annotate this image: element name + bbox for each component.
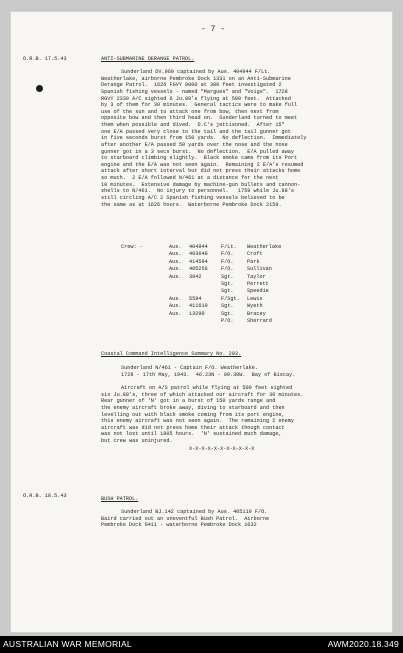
- crew-rank: Sgt.: [221, 288, 234, 295]
- text-line: the enemy aircraft broke away, diving to starboard and then: [101, 404, 285, 411]
- text-line: so much. 2 E/A followed N/461 at a distance for the next: [101, 175, 279, 181]
- summary-paragraph: [101, 385, 303, 445]
- page-number: - 7 -: [201, 25, 226, 34]
- crew-rank: F/O.: [221, 258, 234, 265]
- crew-name: Wyeth: [247, 303, 263, 310]
- crew-service: Aus.: [169, 295, 182, 302]
- section-heading: ANTI-SUBMARINE DERANGE PATROL.: [101, 56, 195, 62]
- text-line: the same as at 1626 hours. Waterborne Pembroke Dock 2159.: [101, 201, 282, 208]
- section-date: O.R.B. 18.5.43: [23, 493, 67, 499]
- text-line: Sunderland DV.960 captained by Aus. 404944 F/Lt.: [121, 69, 271, 75]
- crew-name: Lewis: [247, 295, 263, 302]
- text-line: gunner got in a 3 secs burst. No deflection. E/A pulled away: [101, 148, 295, 155]
- text-line: aircraft was did not press home their attack though contact: [101, 424, 285, 431]
- text-line: them when possible and dived. D.C's jettisoned. After 15": [101, 122, 285, 128]
- crew-name: Croft: [247, 251, 263, 258]
- crew-rank: F/Lt.: [221, 244, 237, 250]
- text-line: Sunderland BJ.142 captained by Aus. 405119 F/O.: [121, 509, 268, 515]
- text-line: one E/A passed very close to the tail and the tail gunner got: [101, 128, 291, 135]
- crew-rank: F/Sgt.: [221, 295, 240, 302]
- text-line: in five seconds burst from 150 yards. No deflection. Immediately: [101, 135, 307, 142]
- crew-number: 411619: [189, 303, 208, 310]
- text-line: levelling out with black smoke coming from its port engine,: [101, 411, 285, 418]
- text-line: RGVY 2330 A/C sighted 6 Ju.88's flying at 500 feet. Attacked: [101, 95, 291, 102]
- section-heading: Coastal Command Intelligence Summary No. 203.: [101, 351, 242, 357]
- crew-name: Sullivan: [247, 266, 272, 273]
- crew-service: Aus.: [169, 303, 182, 310]
- crew-name: Weatherlake: [247, 244, 282, 250]
- footer-bar: [0, 636, 403, 653]
- crew-label: Crew: -: [121, 244, 143, 250]
- text-line: 10 minutes. Extensive damage by machine-gun bullets and cannon-: [101, 181, 301, 188]
- text-line: but crew was uninjured.: [101, 438, 173, 444]
- crew-name: Perrett: [247, 281, 269, 287]
- footer-credit: AUSTRALIAN WAR MEMORIAL: [3, 639, 132, 649]
- crew-number: 403648: [189, 251, 208, 258]
- text-line: Derange Patrol. 1626 FGVY 0000 at 300 feet investigated 2: [101, 82, 282, 89]
- crew-number: 5594: [189, 295, 202, 302]
- crew-service: Aus.: [169, 251, 182, 258]
- crew-rank: F/O.: [221, 266, 234, 273]
- crew-service: Aus.: [169, 310, 182, 317]
- crew-rank: Sgt.: [221, 303, 234, 310]
- text-line: was not lost until 1805 hours. 'N' sustained much damage,: [101, 431, 282, 438]
- text-line: this enemy aircraft was not seen again. The remaining 2 enemy: [101, 418, 295, 425]
- footer-accession-number: AWM2020.18.349: [327, 639, 399, 649]
- crew-number: 405256: [189, 266, 208, 273]
- text-line: shells to N/461. No injury to personnel. 1759 while Ju.88's: [101, 188, 295, 195]
- crew-number: 414594: [189, 258, 208, 265]
- crew-rank: Sgt.: [221, 273, 234, 280]
- text-line: Rear gunner of 'N' got in a burst of 150 yards range and: [101, 398, 276, 405]
- crew-service: Aus.: [169, 244, 182, 250]
- report-paragraph: [101, 69, 306, 208]
- crew-name: Speedie: [247, 288, 269, 295]
- text-line: six Ju.88's, three of which attacked our aircraft for 30 minutes.: [101, 391, 304, 398]
- section-date: O.R.B. 17.5.43: [23, 56, 67, 62]
- crew-service: Aus.: [169, 258, 182, 265]
- text-line: attack after short interval but did not press their attacks home: [101, 168, 301, 175]
- crew-service: Aus.: [169, 273, 182, 280]
- summary-intro-line: Sunderland N/461 - Captain F/O. Weatherlake.: [121, 365, 258, 371]
- crew-rank: F/O.: [221, 251, 234, 258]
- text-line: use of the sun and to attack one from bow, then next from: [101, 108, 279, 115]
- crew-rank: Sgt.: [221, 310, 234, 317]
- text-line: Pembroke Dock 0411 - waterborne Pembroke Dock 1632: [101, 522, 257, 529]
- text-line: Spanish fishing vessels - named "Margues" and "Voigs". 1728: [101, 88, 288, 95]
- crew-rank: Sgt.: [221, 281, 234, 287]
- crew-name: Taylor: [247, 273, 266, 280]
- text-line: opposite bow and then third head on. Sunderland turned to meet: [101, 115, 298, 122]
- crew-number: 3942: [189, 273, 202, 280]
- separator-line: X-X-X-X-X-X-X-X-X-X-X: [189, 446, 255, 452]
- text-line: Weatherlake, airborne Pembroke Dock 1331 on an Anti-Submarine: [101, 75, 291, 82]
- section-heading: BUSH PATROL.: [101, 496, 139, 502]
- crew-number: 404944: [189, 244, 208, 250]
- crew-name: Bracey: [247, 310, 266, 317]
- text-line: Aircraft on A/S patrol while flying at 500 feet sighted: [121, 385, 293, 391]
- punch-hole: [36, 85, 43, 92]
- crew-number: 13290: [189, 310, 205, 317]
- text-line: engine and the E/A was not seen again. Remaining 2 E/A's resumed: [101, 161, 304, 168]
- text-line: by 3 of them for 30 minutes. General tactics were to make full: [101, 102, 298, 109]
- crew-name: Sherrard: [247, 318, 272, 324]
- text-line: Baird carried out an uneventful Bush Patrol. Airborne: [101, 515, 270, 522]
- crew-name: Park: [247, 258, 260, 265]
- summary-intro-line: 1728 - 17th May, 1943. 46.23N - 09.30W. Bay of Biscay.: [121, 372, 296, 378]
- text-line: still circling A/C 2 Spanish fishing vessels believed to be: [101, 194, 285, 201]
- crew-service: Aus.: [169, 266, 182, 273]
- text-line: after another E/A passed 50 yards over the nose and the nose: [101, 141, 288, 148]
- report-paragraph: [101, 509, 269, 529]
- document-page: [10, 11, 393, 633]
- crew-rank: P/O.: [221, 318, 234, 324]
- text-line: to starboard climbing slightly. Black smoke came from its Port: [101, 155, 298, 162]
